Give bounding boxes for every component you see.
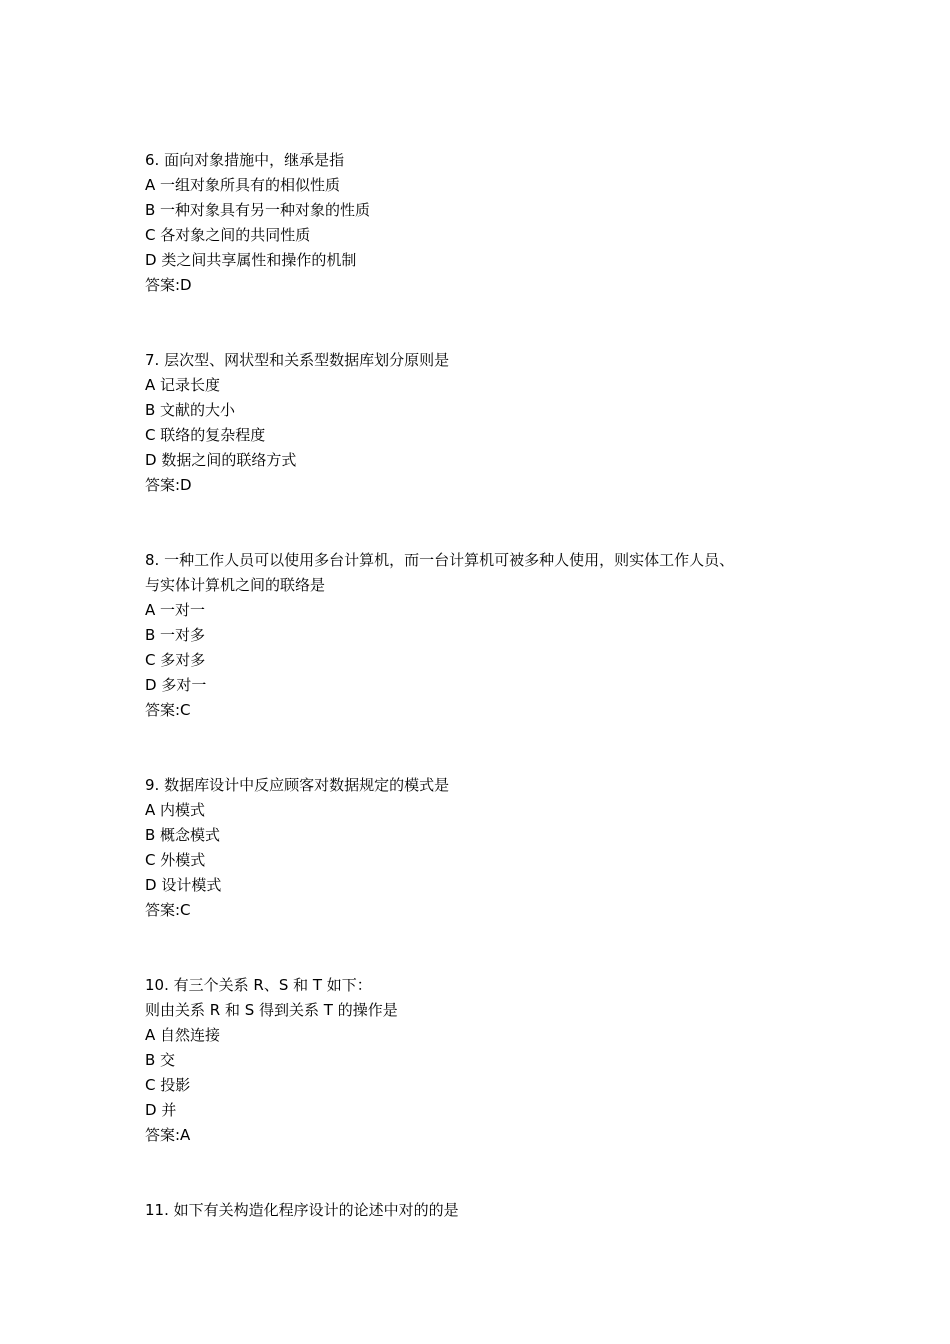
option-d: D 数据之间的联络方式 — [145, 451, 297, 469]
question-stem: 6. 面向对象措施中，继承是指 — [145, 151, 345, 169]
option-d: D 类之间共享属性和操作的机制 — [145, 251, 357, 269]
question-stem: 8. 一种工作人员可以使用多台计算机，而一台计算机可被多种人使用，则实体工作人员、 — [145, 551, 735, 569]
question-stem-continued: 与实体计算机之间的联络是 — [145, 576, 326, 594]
answer-line: 答案:C — [145, 901, 191, 919]
answer-line: 答案:C — [145, 701, 191, 719]
option-c: C 联络的复杂程度 — [145, 426, 266, 444]
option-b: B 一对多 — [145, 626, 206, 644]
option-c: C 各对象之间的共同性质 — [145, 226, 311, 244]
option-d: D 并 — [145, 1101, 177, 1119]
option-b: B 概念模式 — [145, 826, 221, 844]
option-d: D 多对一 — [145, 676, 207, 694]
option-c: C 外模式 — [145, 851, 206, 869]
option-b: B 一种对象具有另一种对象的性质 — [145, 201, 371, 219]
option-b: B 交 — [145, 1051, 176, 1069]
answer-line: 答案:D — [145, 476, 192, 494]
question-7 — [145, 348, 815, 498]
question-9 — [145, 773, 815, 923]
question-stem: 9. 数据库设计中反应顾客对数据规定的模式是 — [145, 776, 450, 794]
option-c: C 投影 — [145, 1076, 191, 1094]
question-stem: 10. 有三个关系 R、S 和 T 如下： — [145, 976, 372, 994]
option-a: A 一对一 — [145, 601, 206, 619]
option-a: A 记录长度 — [145, 376, 221, 394]
option-a: A 自然连接 — [145, 1026, 221, 1044]
answer-line: 答案:A — [145, 1126, 191, 1144]
question-10 — [145, 973, 815, 1148]
option-a: A 一组对象所具有的相似性质 — [145, 176, 341, 194]
option-c: C 多对多 — [145, 651, 206, 669]
answer-line: 答案:D — [145, 276, 192, 294]
question-6 — [145, 148, 815, 298]
question-11 — [145, 1198, 815, 1223]
option-a: A 内模式 — [145, 801, 206, 819]
question-stem: 7. 层次型、网状型和关系型数据库划分原则是 — [145, 351, 450, 369]
document-body — [145, 148, 815, 1223]
option-b: B 文献的大小 — [145, 401, 236, 419]
question-stem: 11. 如下有关构造化程序设计的论述中对的的是 — [145, 1201, 459, 1219]
question-8 — [145, 548, 815, 723]
question-stem-continued: 则由关系 R 和 S 得到关系 T 的操作是 — [145, 1001, 398, 1019]
option-d: D 设计模式 — [145, 876, 222, 894]
